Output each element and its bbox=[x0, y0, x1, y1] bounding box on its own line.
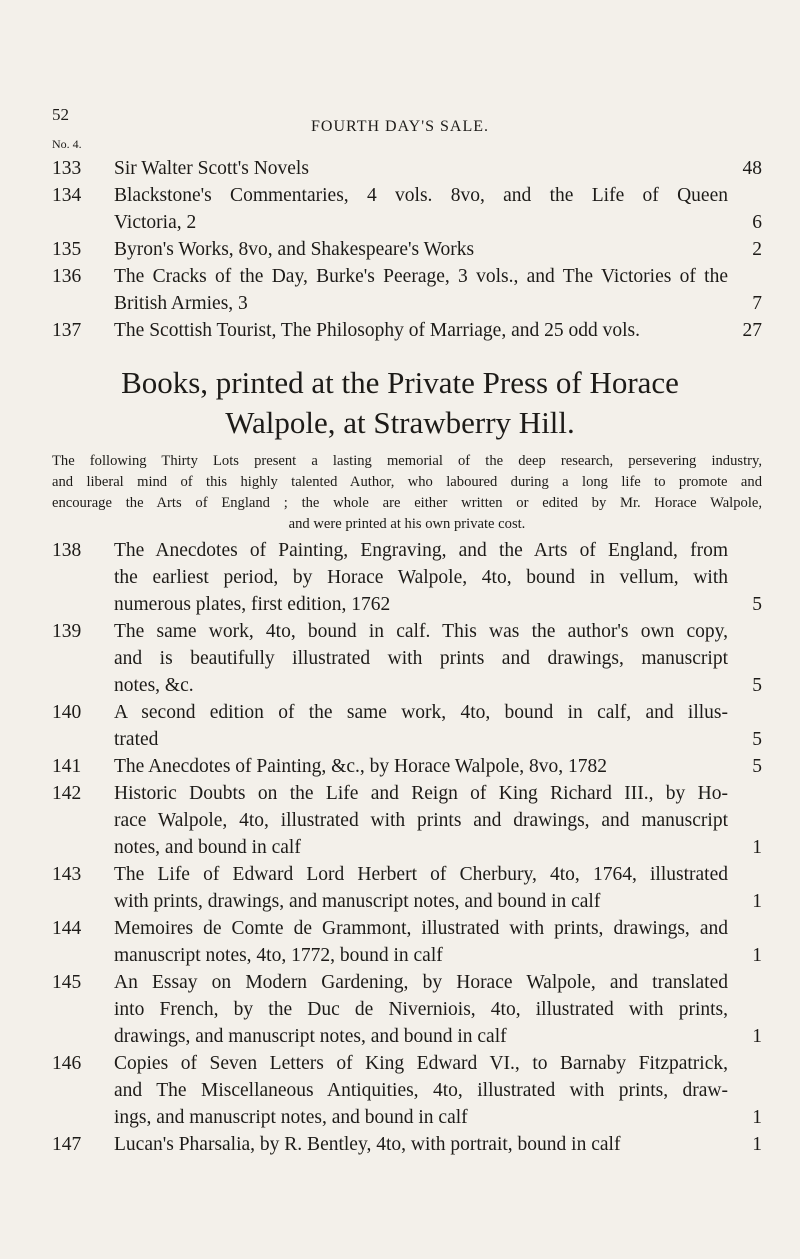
lot-entry bbox=[52, 1131, 762, 1158]
heading-line: Walpole, at Strawberry Hill. bbox=[225, 405, 575, 440]
lot-number: 142 bbox=[52, 783, 82, 804]
lot-entry bbox=[52, 969, 762, 1050]
lot-description bbox=[114, 618, 762, 699]
lot-description bbox=[114, 236, 762, 263]
lot-price: 5 bbox=[752, 594, 762, 615]
lot-description bbox=[114, 1050, 762, 1131]
lot-number: 140 bbox=[52, 702, 82, 723]
lot-description-line: An Essay on Modern Gardening, by Horace Walpole, and translated bbox=[114, 972, 728, 993]
lot-description-line: the earliest period, by Horace Walpole, 4to, bound in vellum, with bbox=[114, 567, 728, 588]
lot-entry bbox=[52, 753, 762, 780]
lot-price: 5 bbox=[752, 729, 762, 750]
lot-description bbox=[114, 1131, 762, 1158]
intro-line: encourage the Arts of England ; the whole are either written or edited by Mr. Horace Walpole, bbox=[52, 495, 762, 511]
lot-price: 5 bbox=[752, 756, 762, 777]
lot-entry bbox=[52, 317, 762, 344]
lot-description-line: notes, and bound in calf bbox=[114, 837, 301, 858]
lot-entry bbox=[52, 780, 762, 861]
lot-description bbox=[114, 155, 762, 182]
lot-label: No. 4. bbox=[52, 137, 82, 151]
lot-description-line: British Armies, 3 bbox=[114, 293, 248, 314]
lot-price: 1 bbox=[752, 945, 762, 966]
lot-number: 137 bbox=[52, 320, 82, 341]
lot-price: 6 bbox=[752, 212, 762, 233]
lot-description-line: The Life of Edward Lord Herbert of Cherbury, 4to, 1764, illustrated bbox=[114, 864, 728, 885]
lot-description-line: ings, and manuscript notes, and bound in calf bbox=[114, 1107, 468, 1128]
lot-number: 147 bbox=[52, 1134, 82, 1155]
lot-description bbox=[114, 969, 762, 1050]
page-number: 52 bbox=[52, 105, 69, 124]
lot-entry bbox=[52, 618, 762, 699]
lot-description-line: Blackstone's Commentaries, 4 vols. 8vo, and the Life of Queen bbox=[114, 185, 728, 206]
lot-entry bbox=[52, 699, 762, 753]
lot-description-line: Sir Walter Scott's Novels bbox=[114, 158, 309, 179]
lot-description-line: race Walpole, 4to, illustrated with prints and drawings, and manuscript bbox=[114, 810, 728, 831]
section-intro bbox=[52, 451, 762, 535]
lot-description-line: Copies of Seven Letters of King Edward VI., to Barnaby Fitzpatrick, bbox=[114, 1053, 728, 1074]
lot-description-line: The same work, 4to, bound in calf. This was the author's own copy, bbox=[114, 621, 728, 642]
lot-description bbox=[114, 699, 762, 753]
running-title: FOURTH DAY'S SALE. bbox=[310, 118, 490, 135]
lot-description-line: and The Miscellaneous Antiquities, 4to, illustrated with prints, draw- bbox=[114, 1080, 728, 1101]
lot-description-line: A second edition of the same work, 4to, bound in calf, and illus- bbox=[114, 702, 728, 723]
lot-price: 7 bbox=[752, 293, 762, 314]
lot-description-line: The Cracks of the Day, Burke's Peerage, 3 vols., and The Victories of the bbox=[114, 266, 728, 287]
lot-list-top bbox=[52, 155, 762, 344]
intro-line: and were printed at his own private cost. bbox=[288, 516, 526, 532]
section-heading bbox=[0, 363, 800, 443]
lot-price: 1 bbox=[752, 1107, 762, 1128]
intro-line: The following Thirty Lots present a lasting memorial of the deep research, persevering industry, bbox=[52, 453, 762, 469]
intro-line: and liberal mind of this highly talented Author, who laboured during a long life to promote and bbox=[52, 474, 762, 490]
lot-price: 2 bbox=[752, 239, 762, 260]
lot-price: 27 bbox=[742, 320, 762, 341]
lot-price: 1 bbox=[752, 1026, 762, 1047]
lot-entry bbox=[52, 915, 762, 969]
lot-description-line: into French, by the Duc de Niverniois, 4to, illustrated with prints, bbox=[114, 999, 728, 1020]
lot-price: 1 bbox=[752, 891, 762, 912]
lot-entry bbox=[52, 861, 762, 915]
lot-entry bbox=[52, 182, 762, 236]
lot-description-line: Historic Doubts on the Life and Reign of King Richard III., by Ho- bbox=[114, 783, 728, 804]
lot-description-line: The Anecdotes of Painting, &c., by Horace Walpole, 8vo, 1782 bbox=[114, 756, 608, 777]
lot-description-line: notes, &c. bbox=[114, 675, 194, 696]
lot-description bbox=[114, 263, 762, 317]
lot-description-line: and is beautifully illustrated with prints and drawings, manuscript bbox=[114, 648, 728, 669]
lot-number: 145 bbox=[52, 972, 82, 993]
lot-entry bbox=[52, 155, 762, 182]
lot-list-bottom bbox=[52, 537, 762, 1158]
lot-description bbox=[114, 182, 762, 236]
lot-description bbox=[114, 317, 762, 344]
lot-description-line: with prints, drawings, and manuscript notes, and bound in calf bbox=[114, 891, 601, 912]
lot-description bbox=[114, 780, 762, 861]
lot-entry bbox=[52, 537, 762, 618]
lot-description bbox=[114, 915, 762, 969]
lot-entry bbox=[52, 1050, 762, 1131]
heading-line: Books, printed at the Private Press of Horace bbox=[121, 365, 679, 400]
lot-entry bbox=[52, 263, 762, 317]
lot-description-line: Memoires de Comte de Grammont, illustrated with prints, drawings, and bbox=[114, 918, 728, 939]
lot-price: 48 bbox=[742, 158, 762, 179]
lot-number: 135 bbox=[52, 239, 82, 260]
lot-description bbox=[114, 753, 762, 780]
lot-price: 1 bbox=[752, 1134, 762, 1155]
lot-number: 146 bbox=[52, 1053, 82, 1074]
lot-description-line: Lucan's Pharsalia, by R. Bentley, 4to, with portrait, bound in calf bbox=[114, 1134, 621, 1155]
lot-number: 141 bbox=[52, 756, 82, 777]
lot-description-line: trated bbox=[114, 729, 159, 750]
lot-description-line: The Anecdotes of Painting, Engraving, and the Arts of England, from bbox=[114, 540, 728, 561]
lot-entry bbox=[52, 236, 762, 263]
lot-number: 143 bbox=[52, 864, 82, 885]
lot-description-line: drawings, and manuscript notes, and bound in calf bbox=[114, 1026, 507, 1047]
lot-price: 5 bbox=[752, 675, 762, 696]
lot-description-line: numerous plates, first edition, 1762 bbox=[114, 594, 391, 615]
lot-price: 1 bbox=[752, 837, 762, 858]
lot-description-line: manuscript notes, 4to, 1772, bound in calf bbox=[114, 945, 443, 966]
lot-number: 144 bbox=[52, 918, 82, 939]
lot-description-line: Byron's Works, 8vo, and Shakespeare's Works bbox=[114, 239, 475, 260]
lot-number: 139 bbox=[52, 621, 82, 642]
lot-description-line: Victoria, 2 bbox=[114, 212, 197, 233]
lot-description bbox=[114, 861, 762, 915]
lot-description-line: The Scottish Tourist, The Philosophy of Marriage, and 25 odd vols. bbox=[114, 320, 640, 341]
lot-number: 138 bbox=[52, 540, 82, 561]
lot-number: 134 bbox=[52, 185, 82, 206]
lot-number: 136 bbox=[52, 266, 82, 287]
lot-description bbox=[114, 537, 762, 618]
lot-number: 133 bbox=[52, 158, 82, 179]
